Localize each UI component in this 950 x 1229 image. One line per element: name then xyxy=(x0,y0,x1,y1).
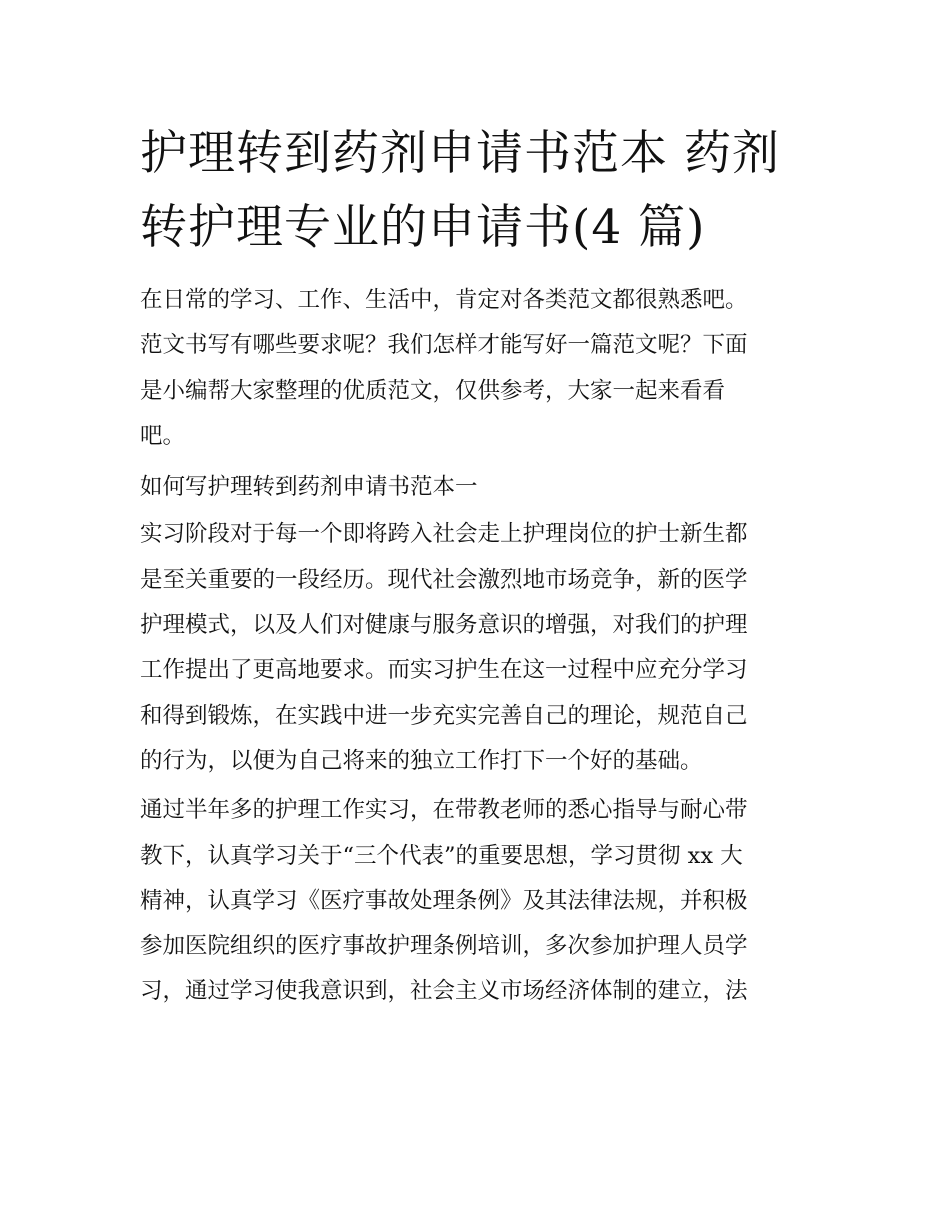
intro-paragraph xyxy=(140,278,820,459)
body-paragraph-1 xyxy=(140,512,820,784)
paragraph-line: 工作提出了更高地要求。而实习护生在这一过程中应充分学习 xyxy=(140,657,748,684)
paragraph-line: 教下，认真学习关于“三个代表”的重要思想，学习贯彻 xx 大 xyxy=(140,842,743,869)
section-heading xyxy=(140,465,820,510)
paragraph-line: 和得到锻炼，在实践中进一步充实完善自己的理论，规范自己 xyxy=(140,702,748,729)
body-paragraph-2 xyxy=(140,788,820,1014)
paragraph-line: 实习阶段对于每一个即将跨入社会走上护理岗位的护士新生都 xyxy=(140,521,748,548)
intro-line: 是小编帮大家整理的优质范文，仅供参考，大家一起来看看 xyxy=(140,377,726,404)
paragraph-line: 通过半年多的护理工作实习，在带教老师的悉心指导与耐心带 xyxy=(140,797,748,824)
paragraph-line: 习，通过学习使我意识到，社会主义市场经济体制的建立，法 xyxy=(140,978,748,1005)
document-title xyxy=(140,117,820,265)
paragraph-line: 的行为，以便为自己将来的独立工作打下一个好的基础。 xyxy=(140,747,703,774)
title-line: 转护理专业的申请书(4 篇) xyxy=(140,200,706,255)
title-line: 护理转到药剂申请书范本 药剂 xyxy=(140,126,780,181)
paragraph-line: 参加医院组织的医疗事故护理条例培训，多次参加护理人员学 xyxy=(140,933,748,960)
document-body xyxy=(140,278,820,1015)
paragraph-line: 护理模式，以及人们对健康与服务意识的增强，对我们的护理 xyxy=(140,612,748,639)
section-heading-text: 如何写护理转到药剂申请书范本一 xyxy=(140,474,478,501)
intro-line: 范文书写有哪些要求呢？我们怎样才能写好一篇范文呢？下面 xyxy=(140,332,748,359)
paragraph-line: 精神，认真学习《医疗事故处理条例》及其法律法规，并积极 xyxy=(140,887,748,914)
intro-line: 在日常的学习、工作、生活中，肯定对各类范文都很熟悉吧。 xyxy=(140,287,748,313)
paragraph-line: 是至关重要的一段经历。现代社会激烈地市场竞争，新的医学 xyxy=(140,566,748,593)
intro-line: 吧。 xyxy=(140,422,186,449)
